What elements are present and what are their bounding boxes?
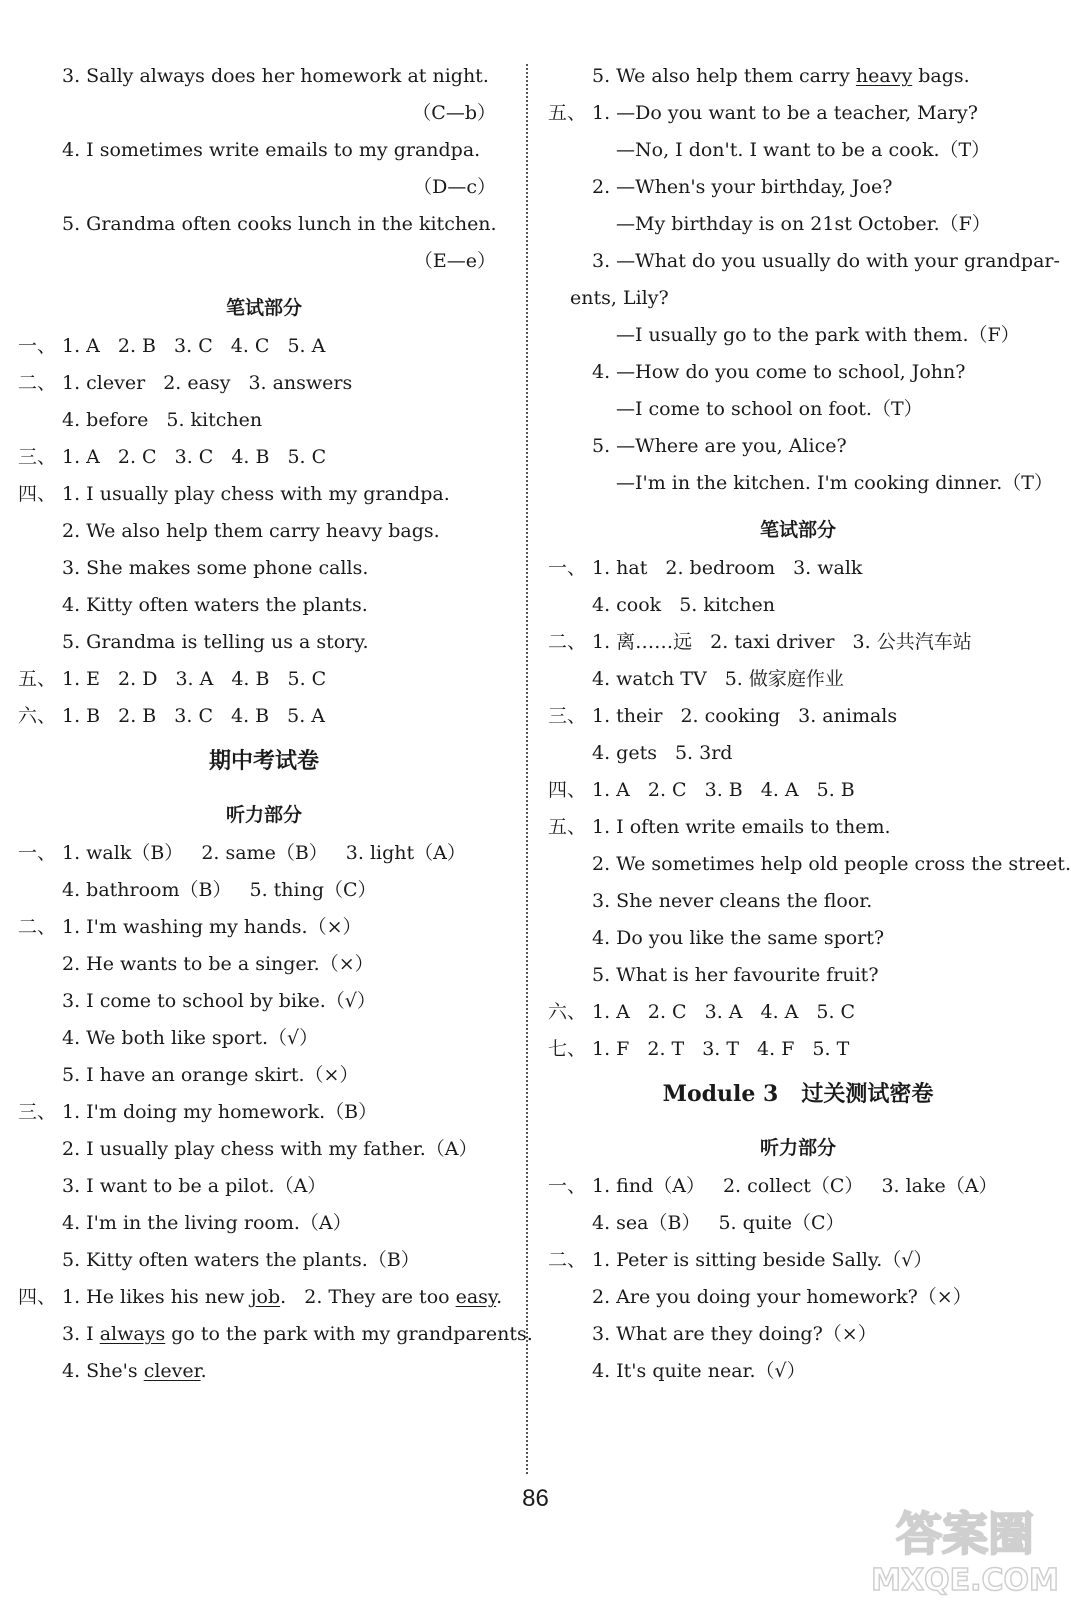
answer-text: 2. Are you doing your homework?（×） [592,1286,972,1308]
answer-cell: 2. C [117,446,157,468]
answer-cell: 4. B [231,705,270,727]
answer-cell: 1. walk（B） [62,842,184,864]
answer-cell: 1. A [592,1001,630,1023]
answer-cell: 5. B [816,779,855,801]
answer-line [548,95,1048,132]
answer-cell: 5. 做家庭作业 [724,668,844,690]
answer-line [548,661,1048,698]
answer-line [548,550,1048,587]
answer-cell: 3. C [174,335,213,357]
answer-line [18,872,510,909]
answer-line [18,946,510,983]
answer-cell: 2. D [118,668,158,690]
answer-text: 2. He wants to be a singer.（×） [62,953,374,975]
answer-cell: 3. lake（A） [881,1175,998,1197]
answer-line [548,428,1048,465]
answer-cell: 3. light（A） [345,842,466,864]
answer-line [548,920,1048,957]
answer-text: ents, Lily? [570,287,669,309]
answer-cell: 5. T [812,1038,850,1060]
question-number: 二、 [548,1249,587,1271]
answer-text: 4. —How do you come to school, John? [592,361,966,383]
underlined-word: job [250,1286,281,1308]
answer-text: 4. We both like sport.（√） [62,1027,319,1049]
question-number: 五、 [548,102,587,124]
answer-cell: 2. same（B） [201,842,328,864]
answer-line [548,1168,1048,1205]
question-number: 三、 [18,1101,57,1123]
answer-cell: 4. bathroom（B） [62,879,232,901]
answer-text: 4. She's [62,1360,144,1382]
section-title [18,735,510,787]
answer-text: 3. Sally always does her homework at night. [62,65,489,87]
answer-line [548,957,1048,994]
answer-text: 笔试部分 [759,519,836,541]
answer-line [548,354,1048,391]
answer-line [18,513,510,550]
answer-line [548,280,1048,317]
answer-cell: 1. A [592,779,630,801]
answer-cell: 3. walk [793,557,863,579]
answer-cell: 4. before [62,409,149,431]
question-number: 五、 [18,668,57,690]
answer-cell: 5. C [287,446,327,468]
answer-cell: 2. C [647,779,687,801]
answer-text: 5. We also help them carry [592,65,856,87]
answer-cell: 1. 离……远 [592,631,693,653]
section-subtitle [548,1120,1048,1168]
answer-line [18,1168,510,1205]
question-number: 一、 [548,1175,587,1197]
watermark-top: 答案圈 [896,1507,1034,1561]
answer-cell: 1. B [62,705,101,727]
section-subtitle [18,787,510,835]
underlined-word: heavy [855,65,913,87]
answer-cell: 2. T [647,1038,685,1060]
answer-line [18,587,510,624]
question-number: 七、 [548,1038,587,1060]
answer-cell: 1. clever [62,372,146,394]
answer-cell: 3. A [175,668,214,690]
answer-cell: 2. collect（C） [722,1175,864,1197]
question-number: 五、 [548,816,587,838]
answer-cell: 4. F [757,1038,795,1060]
answer-cell: 5. quite（C） [718,1212,845,1234]
answer-cell: 5. C [816,1001,856,1023]
answer-line [18,909,510,946]
answer-text: . 2. They are too [280,1286,456,1308]
answer-line [18,365,510,402]
answer-cell: 2. easy [163,372,231,394]
answer-cell: 3. animals [798,705,898,727]
answer-text: —I come to school on foot.（T） [616,398,923,420]
answer-cell: 4. B [231,668,270,690]
answer-text: 2. We also help them carry heavy bags. [62,520,440,542]
answer-line [18,835,510,872]
answer-text: 2. We sometimes help old people cross the street. [592,853,1071,875]
answer-cell: 1. A [62,335,100,357]
answer-cell: 5. A [287,335,326,357]
answer-text: bags. [912,65,970,87]
answer-text: —My birthday is on 21st October.（F） [616,213,991,235]
answer-cell: 3. 公共汽车站 [852,631,972,653]
answer-line [18,1353,510,1390]
right-column [548,58,1071,1390]
answer-line [18,698,510,735]
answer-line [548,883,1048,920]
answer-line [548,1353,1048,1390]
answer-line [548,1031,1048,1068]
question-number: 六、 [548,1001,587,1023]
answer-cell: 2. B [118,705,157,727]
answer-line [548,1205,1048,1242]
answer-text: 2. —When's your birthday, Joe? [592,176,893,198]
answer-text: go to the park with my grandparents. [165,1323,533,1345]
answer-text: 5. What is her favourite fruit? [592,964,879,986]
answer-cell: 1. E [62,668,101,690]
answer-text: 1. He likes his new [62,1286,251,1308]
question-number: 二、 [18,916,57,938]
answer-line [18,1316,533,1353]
answer-line [18,1057,510,1094]
answer-line [18,169,510,206]
answer-text: 5. Kitty often waters the plants.（B） [62,1249,420,1271]
answer-cell: 4. A [760,1001,799,1023]
answer-line [18,550,510,587]
answer-cell: 3. T [702,1038,740,1060]
answer-cell: 4. cook [592,594,662,616]
answer-text: 1. I often write emails to them. [592,816,891,838]
answer-text: Module 3 过关测试密卷 [662,1081,934,1107]
left-column [18,58,533,1390]
section-title [548,1068,1048,1120]
answer-line [18,328,510,365]
answer-line [548,391,1048,428]
question-number: 四、 [18,1286,57,1308]
answer-line [18,983,510,1020]
answer-line [18,402,510,439]
answer-line [548,58,1048,95]
question-number: 一、 [548,557,587,579]
section-subtitle [18,280,510,328]
answer-line [18,624,510,661]
answer-text: 3. She never cleans the floor. [592,890,873,912]
answer-cell: 3. C [174,446,214,468]
answer-line [548,735,1048,772]
answer-text: 5. I have an orange skirt.（×） [62,1064,359,1086]
answer-text: （D—c） [413,176,496,198]
answer-line [548,1242,1048,1279]
answer-text: 2. I usually play chess with my father.（A） [62,1138,478,1160]
answer-cell: 3. A [704,1001,743,1023]
answer-text: 1. I'm doing my homework.（B） [62,1101,378,1123]
answer-cell: 2. B [117,335,157,357]
watermark-bottom: MXQE.COM [871,1563,1059,1598]
answer-text: 1. I usually play chess with my grandpa. [62,483,450,505]
question-number: 二、 [548,631,587,653]
answer-text: （C—b） [412,102,496,124]
answer-text: 3. What are they doing?（×） [592,1323,877,1345]
answer-text: —No, I don't. I want to be a cook.（T） [616,139,991,161]
answer-line [18,1242,510,1279]
answer-line [548,243,1060,280]
answer-text: 5. —Where are you, Alice? [592,435,847,457]
page-number: 86 [522,1485,549,1512]
answer-line [548,1279,1048,1316]
answer-cell: 2. bedroom [665,557,776,579]
answer-line [548,772,1048,809]
answer-text: （E—e） [413,250,496,272]
column-divider [526,64,528,1474]
answer-cell: 5. thing（C） [249,879,377,901]
answer-text: 3. I [62,1323,100,1345]
answer-cell: 5. C [287,668,327,690]
answer-text: 1. —Do you want to be a teacher, Mary? [592,102,978,124]
question-number: 六、 [18,705,57,727]
answer-text: 3. I want to be a pilot.（A） [62,1175,327,1197]
answer-text: . [496,1286,503,1308]
question-number: 四、 [18,483,57,505]
answer-text: 4. I'm in the living room.（A） [62,1212,352,1234]
answer-cell: 3. answers [248,372,353,394]
underlined-word: clever [143,1360,201,1382]
question-number: 一、 [18,335,57,357]
answer-cell: 1. find（A） [592,1175,705,1197]
answer-cell: 4. C [230,335,270,357]
answer-text: 5. Grandma is telling us a story. [62,631,369,653]
answer-line [18,661,510,698]
answer-text: 4. Do you like the same sport? [592,927,885,949]
answer-line [18,206,510,243]
answer-text: 期中考试卷 [208,748,319,774]
watermark-logo [865,1498,1065,1598]
answer-line [548,206,1048,243]
section-subtitle [548,502,1048,550]
answer-text: 笔试部分 [225,297,302,319]
answer-cell: 5. A [287,705,326,727]
answer-line [548,809,1048,846]
answer-cell: 3. C [174,705,213,727]
answer-line [548,132,1048,169]
answer-cell: 4. A [760,779,799,801]
answer-line [548,624,1048,661]
answer-line [548,698,1048,735]
answer-line [18,1131,510,1168]
answer-cell: 5. 3rd [674,742,733,764]
question-number: 四、 [548,779,587,801]
answer-text: —I'm in the kitchen. I'm cooking dinner.（T） [616,472,1053,494]
answer-text: 听力部分 [759,1137,836,1159]
answer-cell: 1. their [592,705,663,727]
answer-line [548,846,1071,883]
answer-cell: 4. watch TV [592,668,707,690]
answer-line [18,58,510,95]
answer-line [18,439,510,476]
answer-cell: 2. cooking [680,705,781,727]
answer-text: —I usually go to the park with them.（F） [616,324,1020,346]
answer-cell: 1. F [592,1038,630,1060]
answer-line [548,1316,1048,1353]
answer-text: 3. —What do you usually do with your grandpar- [592,250,1060,272]
answer-text: 4. I sometimes write emails to my grandpa. [62,139,481,161]
answer-cell: 5. kitchen [679,594,775,616]
answer-line [548,465,1053,502]
answer-cell: 4. gets [592,742,657,764]
underlined-word: easy [455,1286,497,1308]
answer-line [548,169,1048,206]
question-number: 三、 [548,705,587,727]
answer-cell: 4. sea（B） [592,1212,701,1234]
answer-text: . [200,1360,207,1382]
answer-text: 5. Grandma often cooks lunch in the kitchen. [62,213,497,235]
answer-cell: 4. B [231,446,270,468]
question-number: 三、 [18,446,57,468]
answer-text: 3. She makes some phone calls. [62,557,369,579]
answer-cell: 2. C [647,1001,687,1023]
answer-line [18,132,510,169]
answer-line [548,317,1048,354]
answer-cell: 1. A [62,446,100,468]
answer-line [548,994,1048,1031]
answer-cell: 1. hat [592,557,648,579]
question-number: 一、 [18,842,57,864]
answer-text: 1. I'm washing my hands.（×） [62,916,362,938]
answer-cell: 3. B [704,779,743,801]
answer-text: 3. I come to school by bike.（√） [62,990,376,1012]
answer-cell: 2. taxi driver [710,631,835,653]
answer-line [18,95,510,132]
answer-line [18,476,510,513]
question-number: 二、 [18,372,57,394]
answer-line [18,243,510,280]
answer-line [18,1205,510,1242]
underlined-word: always [99,1323,166,1345]
answer-text: 4. Kitty often waters the plants. [62,594,368,616]
answer-cell: 5. kitchen [166,409,263,431]
answer-text: 1. Peter is sitting beside Sally.（√） [592,1249,933,1271]
answer-line [18,1094,510,1131]
answer-line [18,1020,510,1057]
answer-line [548,587,1048,624]
answer-line [18,1279,510,1316]
answer-text: 听力部分 [225,804,302,826]
answer-text: 4. It's quite near.（√） [592,1360,806,1382]
